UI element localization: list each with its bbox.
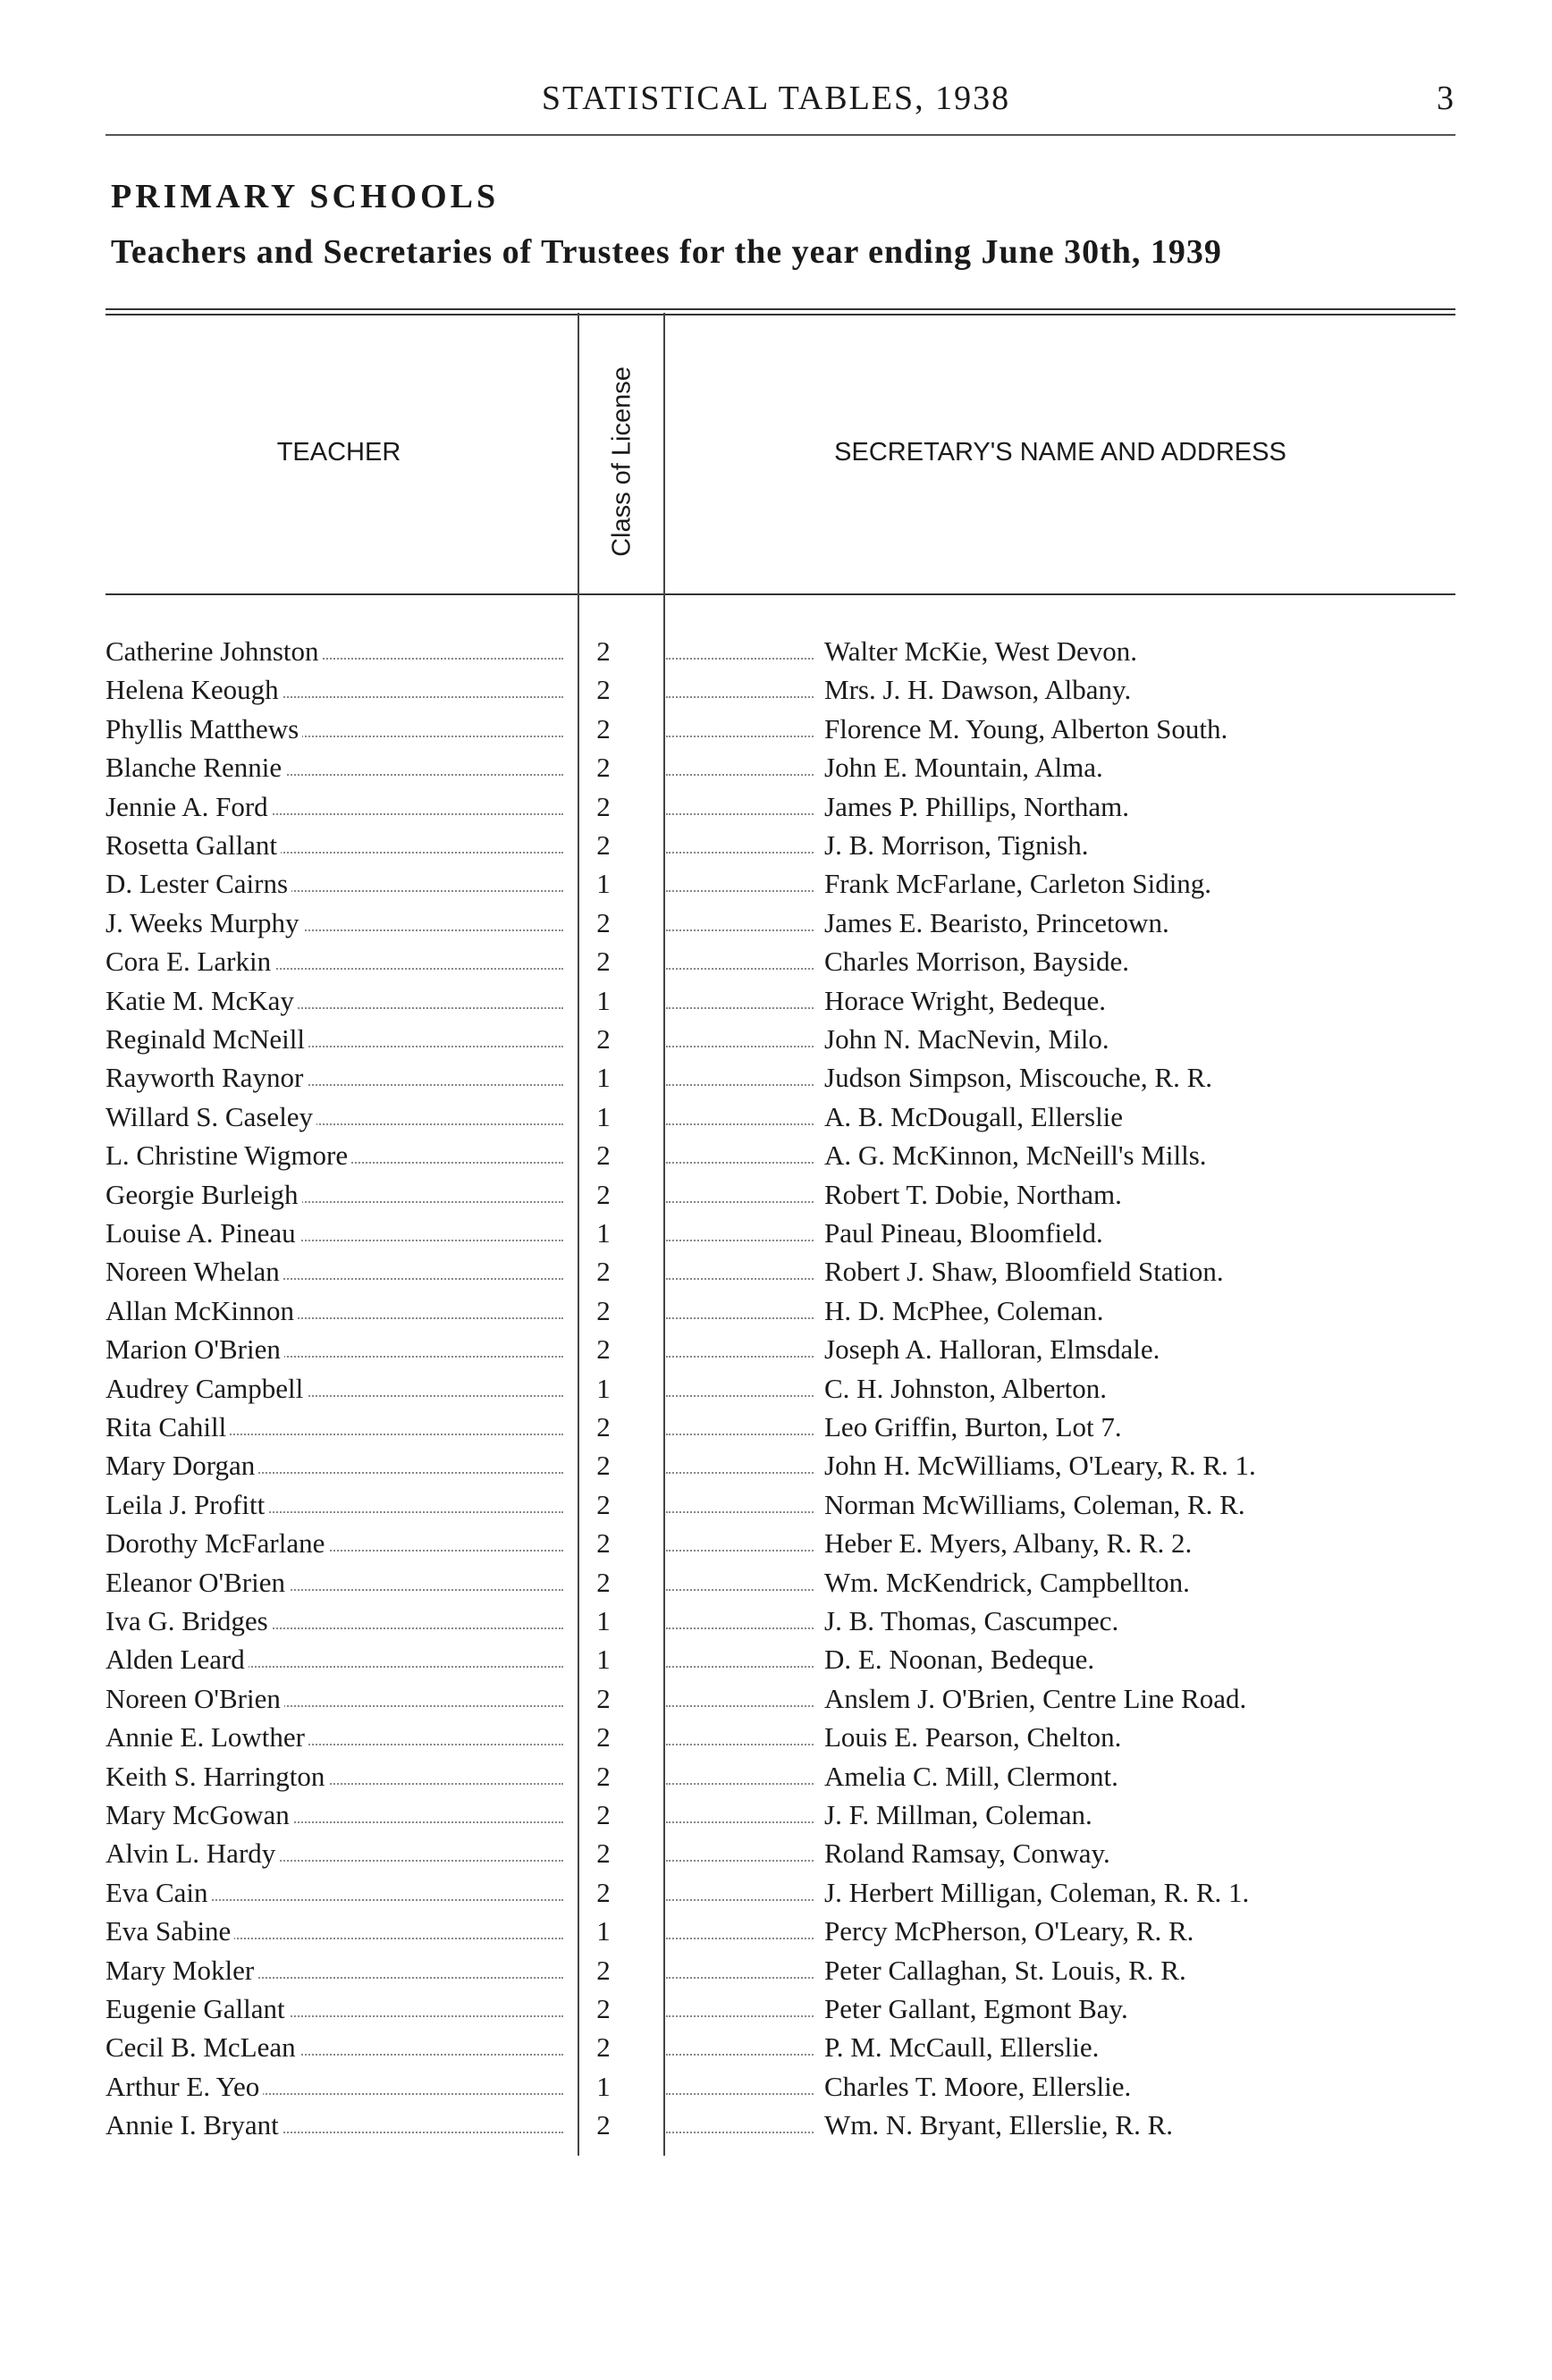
secretary-cell bbox=[666, 1058, 1453, 1097]
teacher-cell bbox=[105, 1834, 570, 1872]
secretary-cell bbox=[666, 1291, 1453, 1330]
secretary-name-address: John N. MacNevin, Milo. bbox=[824, 1023, 1109, 1055]
dot-leader bbox=[666, 2045, 814, 2056]
secretary-name-address: H. D. McPhee, Coleman. bbox=[824, 1295, 1104, 1326]
teacher-cell bbox=[105, 670, 570, 709]
secretary-cell bbox=[666, 826, 1453, 864]
license-class: 2 bbox=[596, 907, 611, 938]
license-class: 2 bbox=[596, 1955, 611, 1986]
teacher-name: Mary Mokler bbox=[105, 1955, 257, 1986]
dot-leader bbox=[666, 1347, 814, 1358]
running-title: STATISTICAL TABLES, 1938 bbox=[541, 80, 1011, 117]
teacher-cell bbox=[105, 1330, 570, 1368]
table-row bbox=[0, 1602, 1552, 1640]
dot-leader bbox=[666, 998, 814, 1009]
teacher-name: Reginald McNeill bbox=[105, 1023, 308, 1055]
secretary-cell bbox=[666, 1524, 1453, 1562]
teacher-cell bbox=[105, 1446, 570, 1484]
teacher-name: Cora E. Larkin bbox=[105, 946, 274, 977]
table-row bbox=[0, 981, 1552, 1020]
teacher-cell bbox=[105, 1097, 570, 1136]
secretary-name-address: Wm. McKendrick, Campbellton. bbox=[824, 1567, 1190, 1598]
secretary-name-address: Charles Morrison, Bayside. bbox=[824, 946, 1129, 977]
dot-leader bbox=[666, 1386, 814, 1397]
column-header-secretary: SECRETARY'S NAME AND ADDRESS bbox=[834, 438, 1286, 467]
table-row bbox=[0, 1563, 1552, 1602]
secretary-name-address: James P. Phillips, Northam. bbox=[824, 791, 1130, 822]
secretary-cell bbox=[666, 1020, 1453, 1058]
dot-leader bbox=[666, 1425, 814, 1435]
teacher-cell bbox=[105, 826, 570, 864]
teacher-name: Georgie Burleigh bbox=[105, 1179, 302, 1210]
section-subheading: Teachers and Secretaries of Trustees for the year ending June 30th, 1939 bbox=[111, 233, 1222, 271]
table-row bbox=[0, 1291, 1552, 1330]
license-class: 2 bbox=[596, 1721, 611, 1753]
dot-leader bbox=[666, 1541, 814, 1552]
secretary-name-address: Roland Ramsay, Conway. bbox=[824, 1838, 1110, 1869]
dot-leader bbox=[666, 687, 814, 698]
license-class: 2 bbox=[596, 1411, 611, 1442]
teacher-name: J. Weeks Murphy bbox=[105, 907, 303, 938]
teacher-name: Rita Cahill bbox=[105, 1411, 230, 1442]
teacher-name: Annie I. Bryant bbox=[105, 2109, 283, 2140]
secretary-cell bbox=[666, 670, 1453, 709]
teacher-cell bbox=[105, 710, 570, 748]
table-row bbox=[0, 1757, 1552, 1796]
table-row bbox=[0, 1485, 1552, 1524]
dot-leader bbox=[666, 1463, 814, 1474]
dot-leader bbox=[666, 2123, 814, 2133]
license-class: 2 bbox=[596, 1256, 611, 1287]
teacher-cell bbox=[105, 1020, 570, 1058]
secretary-cell bbox=[666, 1369, 1453, 1408]
teacher-name: Marion O'Brien bbox=[105, 1333, 284, 1365]
dot-leader bbox=[666, 1968, 814, 1979]
teacher-cell bbox=[105, 1408, 570, 1446]
secretary-cell bbox=[666, 1873, 1453, 1912]
license-class: 2 bbox=[596, 2031, 611, 2063]
secretary-cell bbox=[666, 1640, 1453, 1678]
license-class: 2 bbox=[596, 1295, 611, 1326]
table-row bbox=[0, 904, 1552, 942]
secretary-cell bbox=[666, 1951, 1453, 1989]
secretary-cell bbox=[666, 710, 1453, 748]
teacher-name: Leila J. Profitt bbox=[105, 1489, 268, 1520]
secretary-name-address: Amelia C. Mill, Clermont. bbox=[824, 1761, 1118, 1792]
teacher-name: Noreen O'Brien bbox=[105, 1683, 284, 1714]
dot-leader bbox=[666, 1657, 814, 1668]
table-row bbox=[0, 1834, 1552, 1872]
teacher-name: Rosetta Gallant bbox=[105, 829, 281, 861]
dot-leader bbox=[666, 1851, 814, 1862]
teacher-cell bbox=[105, 2067, 570, 2106]
dot-leader bbox=[666, 1696, 814, 1707]
teacher-cell bbox=[105, 864, 570, 903]
teacher-name: L. Christine Wigmore bbox=[105, 1140, 351, 1171]
license-class: 2 bbox=[596, 1333, 611, 1365]
secretary-name-address: Judson Simpson, Miscouche, R. R. bbox=[824, 1062, 1213, 1093]
secretary-cell bbox=[666, 748, 1453, 786]
secretary-cell bbox=[666, 904, 1453, 942]
teacher-cell bbox=[105, 1291, 570, 1330]
teacher-cell bbox=[105, 1951, 570, 1989]
table-row bbox=[0, 670, 1552, 709]
teacher-name: Dorothy McFarlane bbox=[105, 1527, 328, 1559]
dot-leader bbox=[666, 2006, 814, 2017]
license-class: 2 bbox=[596, 1179, 611, 1210]
dot-leader bbox=[666, 1774, 814, 1785]
teacher-cell bbox=[105, 1873, 570, 1912]
table-row bbox=[0, 942, 1552, 980]
secretary-name-address: J. B. Thomas, Cascumpec. bbox=[824, 1605, 1119, 1636]
license-class: 1 bbox=[596, 868, 611, 899]
license-class: 2 bbox=[596, 1450, 611, 1481]
license-class: 1 bbox=[596, 1915, 611, 1947]
teacher-cell bbox=[105, 1602, 570, 1640]
secretary-cell bbox=[666, 1989, 1453, 2028]
column-header-teacher: TEACHER bbox=[276, 438, 401, 467]
table-top-rule bbox=[105, 308, 1455, 315]
teacher-name: Audrey Campbell bbox=[105, 1373, 307, 1404]
license-class: 2 bbox=[596, 1799, 611, 1830]
dot-leader bbox=[666, 921, 814, 931]
secretary-name-address: Heber E. Myers, Albany, R. R. 2. bbox=[824, 1527, 1193, 1559]
secretary-name-address: Joseph A. Halloran, Elmsdale. bbox=[824, 1333, 1160, 1365]
teacher-cell bbox=[105, 1252, 570, 1291]
running-header bbox=[0, 79, 1552, 123]
secretary-name-address: Robert J. Shaw, Bloomfield Station. bbox=[824, 1256, 1224, 1287]
teacher-name: Allan McKinnon bbox=[105, 1295, 298, 1326]
teacher-name: Arthur E. Yeo bbox=[105, 2071, 263, 2102]
teacher-cell bbox=[105, 942, 570, 980]
teacher-cell bbox=[105, 1175, 570, 1214]
teacher-cell bbox=[105, 1524, 570, 1562]
secretary-name-address: A. B. McDougall, Ellerslie bbox=[824, 1101, 1124, 1132]
teacher-name: Helena Keough bbox=[105, 674, 283, 705]
teacher-cell bbox=[105, 1679, 570, 1718]
license-class: 2 bbox=[596, 713, 611, 744]
dot-leader bbox=[666, 727, 814, 737]
secretary-name-address: Peter Gallant, Egmont Bay. bbox=[824, 1993, 1128, 2024]
dot-leader bbox=[666, 765, 814, 776]
teacher-name: Louise A. Pineau bbox=[105, 1217, 299, 1249]
teacher-cell bbox=[105, 748, 570, 786]
teacher-name: Alvin L. Hardy bbox=[105, 1838, 279, 1869]
secretary-cell bbox=[666, 1097, 1453, 1136]
license-class: 2 bbox=[596, 674, 611, 705]
dot-leader bbox=[666, 959, 814, 970]
dot-leader bbox=[666, 649, 814, 660]
license-class: 2 bbox=[596, 791, 611, 822]
secretary-name-address: Peter Callaghan, St. Louis, R. R. bbox=[824, 1955, 1186, 1986]
secretary-cell bbox=[666, 1136, 1453, 1174]
secretary-cell bbox=[666, 1834, 1453, 1872]
teacher-cell bbox=[105, 904, 570, 942]
table-row bbox=[0, 1369, 1552, 1408]
license-class: 2 bbox=[596, 752, 611, 783]
header-rule bbox=[105, 134, 1455, 136]
secretary-cell bbox=[666, 981, 1453, 1020]
license-class: 2 bbox=[596, 1683, 611, 1714]
teacher-cell bbox=[105, 1718, 570, 1756]
teacher-name: Catherine Johnston bbox=[105, 635, 323, 667]
table-row bbox=[0, 2067, 1552, 2106]
license-class: 1 bbox=[596, 1217, 611, 1249]
secretary-name-address: Anslem J. O'Brien, Centre Line Road. bbox=[824, 1683, 1247, 1714]
teacher-name: Alden Leard bbox=[105, 1644, 249, 1675]
table-row bbox=[0, 1058, 1552, 1097]
table-row bbox=[0, 1640, 1552, 1678]
secretary-cell bbox=[666, 1485, 1453, 1524]
secretary-name-address: Florence M. Young, Alberton South. bbox=[824, 713, 1228, 744]
secretary-name-address: P. M. McCaull, Ellerslie. bbox=[824, 2031, 1100, 2063]
dot-leader bbox=[666, 1231, 814, 1241]
dot-leader bbox=[666, 2084, 814, 2095]
teacher-name: Annie E. Lowther bbox=[105, 1721, 308, 1753]
dot-leader bbox=[666, 1153, 814, 1164]
dot-leader bbox=[666, 1929, 814, 1939]
table-row bbox=[0, 1175, 1552, 1214]
teacher-cell bbox=[105, 1214, 570, 1252]
teacher-name: Blanche Rennie bbox=[105, 752, 285, 783]
teacher-cell bbox=[105, 787, 570, 826]
table-row bbox=[0, 1408, 1552, 1446]
secretary-cell bbox=[666, 1679, 1453, 1718]
license-class: 2 bbox=[596, 1140, 611, 1171]
teacher-name: Eugenie Gallant bbox=[105, 1993, 289, 2024]
license-class: 1 bbox=[596, 1605, 611, 1636]
secretary-cell bbox=[666, 864, 1453, 903]
dot-leader bbox=[666, 1308, 814, 1319]
secretary-name-address: Mrs. J. H. Dawson, Albany. bbox=[824, 674, 1132, 705]
column-header-class-label: Class of License bbox=[607, 366, 637, 557]
table-row bbox=[0, 787, 1552, 826]
license-class: 2 bbox=[596, 2109, 611, 2140]
table-row bbox=[0, 1330, 1552, 1368]
teacher-name: Eva Cain bbox=[105, 1877, 212, 1908]
table-row bbox=[0, 1873, 1552, 1912]
dot-leader bbox=[666, 881, 814, 892]
table-row bbox=[0, 864, 1552, 903]
secretary-cell bbox=[666, 1408, 1453, 1446]
section-heading: PRIMARY SCHOOLS bbox=[111, 178, 500, 215]
secretary-cell bbox=[666, 1214, 1453, 1252]
secretary-name-address: Walter McKie, West Devon. bbox=[824, 635, 1137, 667]
secretary-cell bbox=[666, 1330, 1453, 1368]
secretary-name-address: C. H. Johnston, Alberton. bbox=[824, 1373, 1108, 1404]
page-number: 3 bbox=[1437, 80, 1454, 117]
dot-leader bbox=[666, 843, 814, 854]
teacher-name: Eva Sabine bbox=[105, 1915, 234, 1947]
dot-leader bbox=[666, 1890, 814, 1901]
dot-leader bbox=[666, 1580, 814, 1591]
teacher-cell bbox=[105, 1369, 570, 1408]
teacher-cell bbox=[105, 632, 570, 670]
license-class: 2 bbox=[596, 1527, 611, 1559]
table-row bbox=[0, 1446, 1552, 1484]
table-row bbox=[0, 1136, 1552, 1174]
teacher-name: Iva G. Bridges bbox=[105, 1605, 272, 1636]
secretary-name-address: Frank McFarlane, Carleton Siding. bbox=[824, 868, 1212, 899]
secretary-cell bbox=[666, 1796, 1453, 1834]
table-row bbox=[0, 2028, 1552, 2066]
teacher-name: Mary McGowan bbox=[105, 1799, 293, 1830]
secretary-name-address: J. F. Millman, Coleman. bbox=[824, 1799, 1092, 1830]
license-class: 2 bbox=[596, 1023, 611, 1055]
teacher-name: Noreen Whelan bbox=[105, 1256, 283, 1287]
teacher-cell bbox=[105, 1485, 570, 1524]
license-class: 1 bbox=[596, 985, 611, 1016]
secretary-cell bbox=[666, 2028, 1453, 2066]
table-row bbox=[0, 826, 1552, 864]
secretary-cell bbox=[666, 1175, 1453, 1214]
secretary-name-address: Leo Griffin, Burton, Lot 7. bbox=[824, 1411, 1122, 1442]
secretary-cell bbox=[666, 787, 1453, 826]
teacher-cell bbox=[105, 2106, 570, 2144]
secretary-cell bbox=[666, 1912, 1453, 1950]
secretary-name-address: J. Herbert Milligan, Coleman, R. R. 1. bbox=[824, 1877, 1250, 1908]
table-row bbox=[0, 2106, 1552, 2144]
secretary-cell bbox=[666, 1602, 1453, 1640]
table-row bbox=[0, 710, 1552, 748]
license-class: 1 bbox=[596, 1644, 611, 1675]
dot-leader bbox=[666, 1812, 814, 1823]
teacher-name: D. Lester Cairns bbox=[105, 868, 291, 899]
teacher-cell bbox=[105, 981, 570, 1020]
teacher-name: Eleanor O'Brien bbox=[105, 1567, 289, 1598]
license-class: 1 bbox=[596, 1062, 611, 1093]
table-row bbox=[0, 1912, 1552, 1950]
secretary-name-address: John H. McWilliams, O'Leary, R. R. 1. bbox=[824, 1450, 1256, 1481]
secretary-name-address: D. E. Noonan, Bedeque. bbox=[824, 1644, 1095, 1675]
license-class: 1 bbox=[596, 1101, 611, 1132]
table-row bbox=[0, 1796, 1552, 1834]
license-class: 1 bbox=[596, 1373, 611, 1404]
dot-leader bbox=[666, 1114, 814, 1125]
table-row bbox=[0, 1989, 1552, 2028]
teacher-name: Phyllis Matthews bbox=[105, 713, 302, 744]
table-row bbox=[0, 1679, 1552, 1718]
teacher-cell bbox=[105, 1912, 570, 1950]
table-row bbox=[0, 1020, 1552, 1058]
dot-leader bbox=[666, 804, 814, 815]
secretary-name-address: Charles T. Moore, Ellerslie. bbox=[824, 2071, 1132, 2102]
license-class: 1 bbox=[596, 2071, 611, 2102]
teacher-cell bbox=[105, 1563, 570, 1602]
teacher-name: Mary Dorgan bbox=[105, 1450, 258, 1481]
secretary-name-address: Wm. N. Bryant, Ellerslie, R. R. bbox=[824, 2109, 1174, 2140]
table-row bbox=[0, 1214, 1552, 1252]
secretary-cell bbox=[666, 1718, 1453, 1756]
dot-leader bbox=[666, 1192, 814, 1203]
dot-leader bbox=[666, 1735, 814, 1745]
dot-leader bbox=[666, 1269, 814, 1280]
secretary-name-address: A. G. McKinnon, McNeill's Mills. bbox=[824, 1140, 1207, 1171]
teacher-cell bbox=[105, 1640, 570, 1678]
secretary-name-address: Louis E. Pearson, Chelton. bbox=[824, 1721, 1122, 1753]
secretary-name-address: John E. Mountain, Alma. bbox=[824, 752, 1103, 783]
teacher-cell bbox=[105, 1757, 570, 1796]
license-class: 2 bbox=[596, 829, 611, 861]
teacher-cell bbox=[105, 1796, 570, 1834]
secretary-name-address: Paul Pineau, Bloomfield. bbox=[824, 1217, 1103, 1249]
dot-leader bbox=[666, 1075, 814, 1086]
secretary-cell bbox=[666, 1757, 1453, 1796]
table-row bbox=[0, 1951, 1552, 1989]
secretary-cell bbox=[666, 942, 1453, 980]
table-row bbox=[0, 748, 1552, 786]
secretary-cell bbox=[666, 632, 1453, 670]
license-class: 2 bbox=[596, 946, 611, 977]
license-class: 2 bbox=[596, 1877, 611, 1908]
teacher-cell bbox=[105, 2028, 570, 2066]
dot-leader bbox=[666, 1502, 814, 1513]
secretary-name-address: J. B. Morrison, Tignish. bbox=[824, 829, 1089, 861]
license-class: 2 bbox=[596, 1489, 611, 1520]
teacher-name: Katie M. McKay bbox=[105, 985, 298, 1016]
table-row bbox=[0, 1097, 1552, 1136]
license-class: 2 bbox=[596, 1567, 611, 1598]
license-class: 2 bbox=[596, 1838, 611, 1869]
teacher-cell bbox=[105, 1989, 570, 2028]
teacher-cell bbox=[105, 1058, 570, 1097]
secretary-name-address: Horace Wright, Bedeque. bbox=[824, 985, 1106, 1016]
dot-leader bbox=[666, 1619, 814, 1629]
dot-leader bbox=[666, 1037, 814, 1047]
teacher-name: Cecil B. McLean bbox=[105, 2031, 299, 2063]
header-bottom-rule bbox=[105, 593, 1455, 595]
teacher-name: Rayworth Raynor bbox=[105, 1062, 307, 1093]
secretary-name-address: Robert T. Dobie, Northam. bbox=[824, 1179, 1122, 1210]
table-row bbox=[0, 1252, 1552, 1291]
secretary-cell bbox=[666, 2106, 1453, 2144]
secretary-cell bbox=[666, 2067, 1453, 2106]
secretary-name-address: James E. Bearisto, Princetown. bbox=[824, 907, 1169, 938]
table-row bbox=[0, 632, 1552, 670]
license-class: 2 bbox=[596, 1761, 611, 1792]
secretary-cell bbox=[666, 1563, 1453, 1602]
teacher-name: Keith S. Harrington bbox=[105, 1761, 328, 1792]
secretary-cell bbox=[666, 1446, 1453, 1484]
teacher-cell bbox=[105, 1136, 570, 1174]
teacher-name: Willard S. Caseley bbox=[105, 1101, 316, 1132]
license-class: 2 bbox=[596, 635, 611, 667]
teacher-name: Jennie A. Ford bbox=[105, 791, 272, 822]
table-row bbox=[0, 1524, 1552, 1562]
secretary-name-address: Norman McWilliams, Coleman, R. R. bbox=[824, 1489, 1245, 1520]
secretary-cell bbox=[666, 1252, 1453, 1291]
table-row bbox=[0, 1718, 1552, 1756]
secretary-name-address: Percy McPherson, O'Leary, R. R. bbox=[824, 1915, 1194, 1947]
license-class: 2 bbox=[596, 1993, 611, 2024]
